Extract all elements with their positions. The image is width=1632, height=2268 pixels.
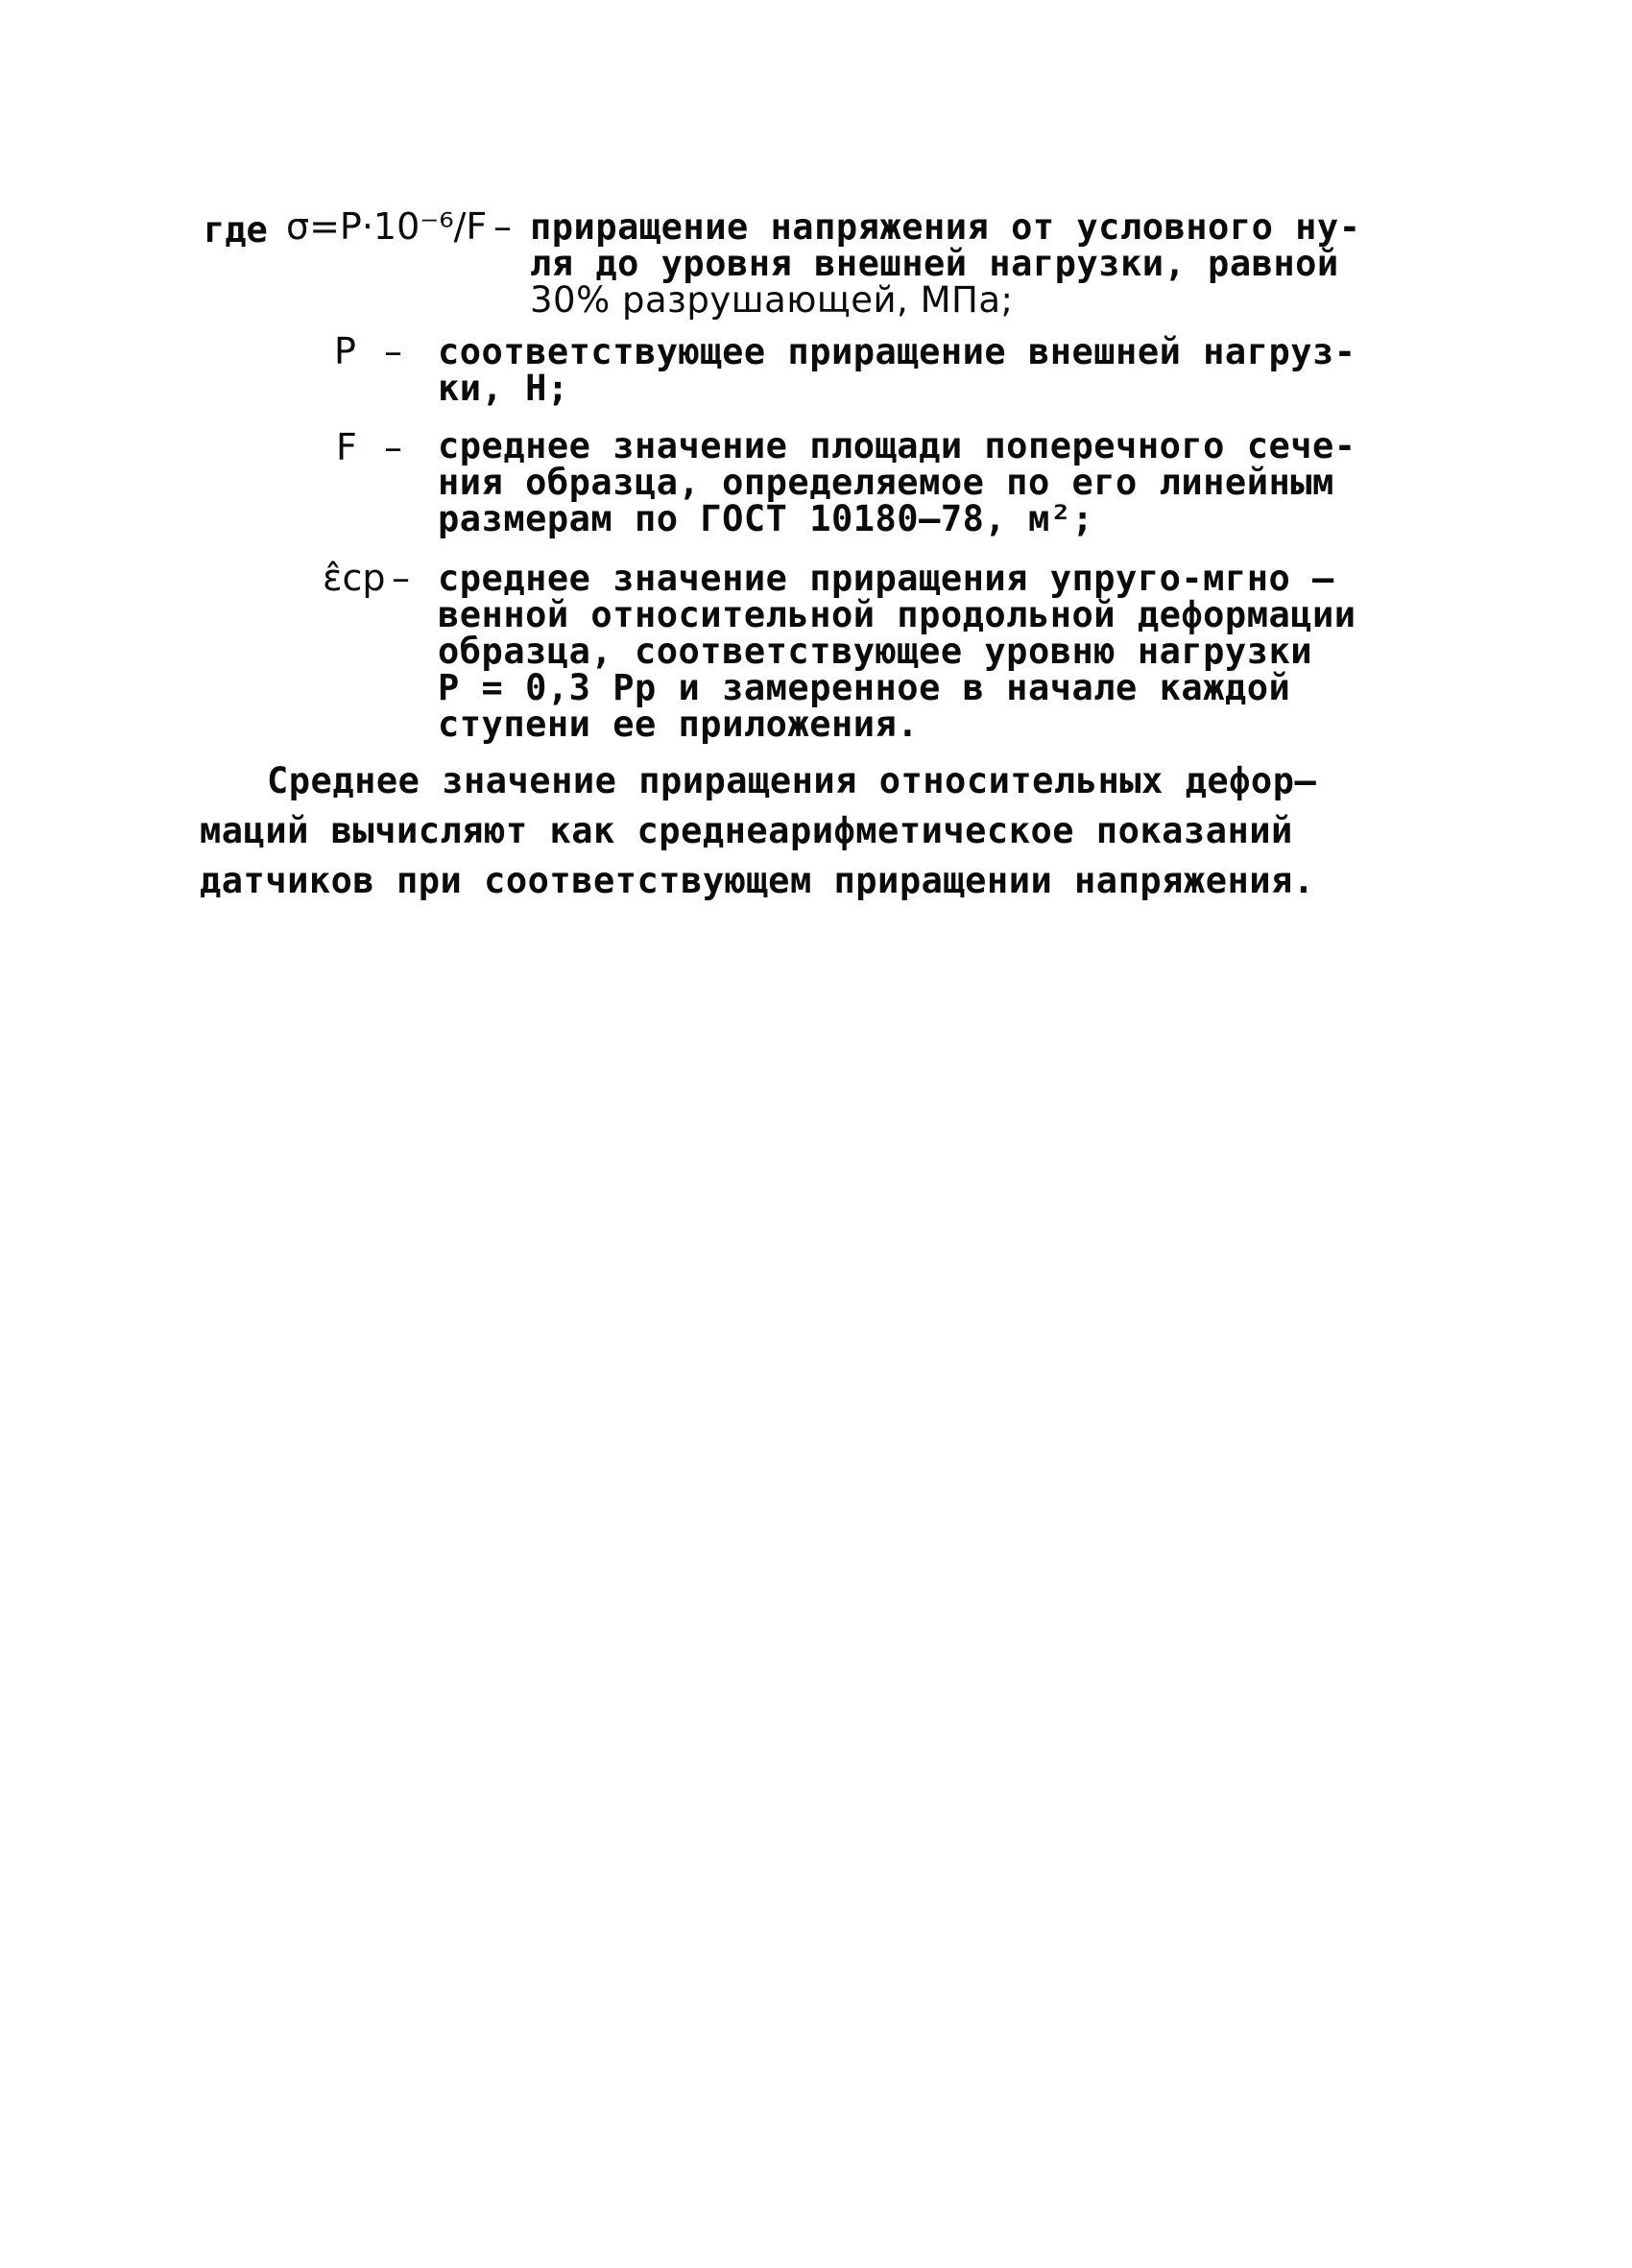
paragraph-line: маций вычисляют как среднеарифметическое показаний xyxy=(200,810,1293,851)
definition-line: соответствующее приращение внешней нагруз- xyxy=(438,331,1356,372)
paragraph-line: датчиков при соответствующем приращении напряжения. xyxy=(200,860,1315,901)
definition-line: 30% разрушающей, МПа; xyxy=(530,279,1014,321)
symbol-p: P xyxy=(334,330,356,372)
definition-line: среднее значение приращения упруго-мгно – xyxy=(438,558,1334,599)
definition-line: ля до уровня внешней нагрузки, равной xyxy=(530,243,1339,284)
definition-line: ки, Н; xyxy=(438,368,569,409)
definition-dash: – xyxy=(384,330,402,372)
sigma-formula: σ=P·10⁻⁶/F xyxy=(286,205,488,248)
definition-text-epsilon xyxy=(438,558,1356,745)
definition-prefix: где xyxy=(204,209,268,251)
definition-line: приращение напряжения от условного ну- xyxy=(530,206,1361,248)
symbol-epsilon-cp: ε̂ср xyxy=(323,557,386,599)
symbol-f: F xyxy=(336,426,357,468)
definition-line: P = 0,3 Pр и замеренное в начале каждой xyxy=(438,667,1291,708)
definition-line: ступени ее приложения. xyxy=(438,704,920,745)
definition-text-p xyxy=(438,331,1356,409)
definition-line: ния образца, определяемое по его линейным xyxy=(438,462,1334,503)
paragraph-line: Среднее значение приращения относительных дефор– xyxy=(267,760,1317,801)
body-paragraph xyxy=(200,756,1438,906)
definition-line: среднее значение площади поперечного сече- xyxy=(438,425,1356,466)
definition-text-sigma xyxy=(530,206,1423,321)
definition-line: венной относительной продольной деформации xyxy=(438,594,1356,635)
definition-dash: – xyxy=(392,557,410,599)
definition-line: образца, соответствующее уровню нагрузки xyxy=(438,631,1313,672)
definition-line: размерам по ГОСТ 10180–78, м²; xyxy=(438,498,1094,539)
definition-text-f xyxy=(438,425,1356,539)
definition-dash: – xyxy=(493,205,512,248)
definition-dash: – xyxy=(384,426,402,468)
